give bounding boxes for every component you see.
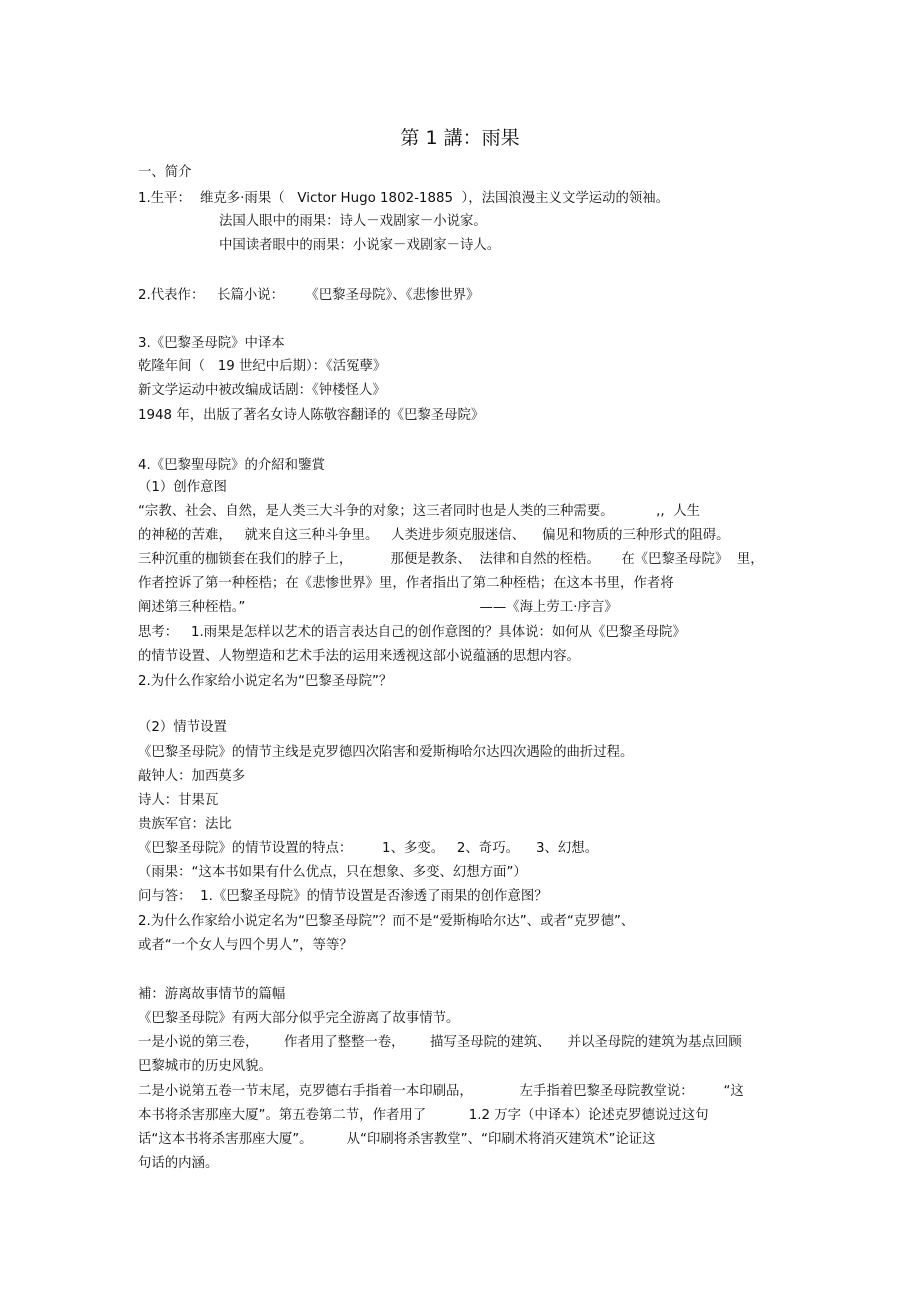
plot-line: 敲钟人：加西莫多 xyxy=(138,769,246,784)
chinese-view: 中国读者眼中的雨果：小说家－戏剧家－诗人。 xyxy=(219,238,501,253)
supplement-line: 二是小说第五卷一节末尾，克罗德右手指着一本印刷品， 左手指着巴黎圣母院教堂说： “这 xyxy=(138,1084,744,1099)
quote-line: 的神秘的苦难， 就来自这三种斗争里。 人类进步须克服迷信、 偏见和物质的三种形式的阻碍。 xyxy=(138,528,730,543)
french-view: 法国人眼中的雨果：诗人－戏剧家－小说家。 xyxy=(219,214,487,229)
representative-works: 2.代表作： 长篇小说： 《巴黎圣母院》、《悲惨世界》 xyxy=(138,288,480,303)
intro-heading: 一、简介 xyxy=(138,165,192,180)
subsection-creative-intent: （1）创作意图 xyxy=(138,480,227,495)
translation-1948: 1948 年，出版了著名女诗人陈敬容翻译的《巴黎圣母院》 xyxy=(138,408,485,423)
plot-line: （雨果：“这本书如果有什么优点，只在想象、多变、幻想方面”） xyxy=(138,865,527,880)
translation-new-lit: 新文学运动中被改编成话剧：《钟楼怪人》 xyxy=(138,383,386,398)
translations-heading: 3.《巴黎圣母院》中译本 xyxy=(138,336,285,351)
think-line: 的情节设置、人物塑造和艺术手法的运用来透视这部小说蕴涵的思想内容。 xyxy=(138,649,580,664)
plot-line: 2.为什么作家给小说定名为“巴黎圣母院”？而不是“爱斯梅哈尔达”、或者“克罗德”、 xyxy=(138,914,635,929)
supplement-line: 本书将杀害那座大厦”。第五卷第二节，作者用了 1.2 万字（中译本）论述克罗德说过这句 xyxy=(138,1108,709,1123)
plot-line: 《巴黎圣母院》的情节设置的特点： 1、多变。 2、奇巧。 3、幻想。 xyxy=(138,841,599,856)
plot-line: 贵族军官：法比 xyxy=(138,817,232,832)
quote-line: 三种沉重的枷锁套在我们的脖子上， 那便是教条、 法律和自然的桎梏。 在《巴黎圣母院》 里， xyxy=(138,552,764,567)
life-text: 维克多·雨果（ Victor Hugo 1802-1885 ），法国浪漫主义文学运动的领袖。 xyxy=(200,191,670,206)
translation-qianlong: 乾隆年间（ 19 世纪中后期）：《活冤孽》 xyxy=(138,359,387,374)
think-line: 2.为什么作家给小说定名为“巴黎圣母院”？ xyxy=(138,674,393,689)
plot-line: 问与答： 1.《巴黎圣母院》的情节设置是否渗透了雨果的创作意图？ xyxy=(138,889,548,904)
supplement-line: 一是小说的第三卷， 作者用了整整一卷， 描写圣母院的建筑、 并以圣母院的建筑为基点回顾 xyxy=(138,1035,742,1050)
supplement-line: 補：游离故事情节的篇幅 xyxy=(138,987,286,1002)
quote-line: “宗教、社会、自然，是人类三大斗争的对象；这三者同时也是人类的三种需要。 ,, 人生 xyxy=(138,504,700,519)
life-label: 1.生平： xyxy=(138,191,191,206)
supplement-line: 《巴黎圣母院》有两大部分似乎完全游离了故事情节。 xyxy=(138,1011,460,1026)
quote-line: 作者控诉了第一种桎梏；在《悲惨世界》里，作者指出了第二种桎梏；在这本书里，作者将 xyxy=(138,576,674,591)
plot-line: 《巴黎圣母院》的情节主线是克罗德四次陷害和爱斯梅哈尔达四次遇险的曲折过程。 xyxy=(138,745,634,760)
plot-line: 诗人：甘果瓦 xyxy=(138,793,219,808)
page-title: 第 1 講：雨果 xyxy=(400,127,520,149)
think-line: 思考： 1.雨果是怎样以艺术的语言表达自己的创作意图的？具体说：如何从《巴黎圣母院》 xyxy=(138,625,686,640)
quote-line: 阐述第三种桎梏。” ——《海上劳工·序言》 xyxy=(138,600,618,615)
supplement-line: 句话的内涵。 xyxy=(138,1156,219,1171)
subsection-plot: （2）情节设置 xyxy=(138,720,227,735)
supplement-line: 巴黎城市的历史风貌。 xyxy=(138,1059,272,1074)
section4-heading: 4.《巴黎聖母院》的介紹和鑒賞 xyxy=(138,458,325,473)
supplement-line: 话“这本书将杀害那座大厦”。 从“印刷将杀害教堂”、“印刷术将消灭建筑术”论证这 xyxy=(138,1132,656,1147)
plot-line: 或者“一个女人与四个男人”，等等？ xyxy=(138,938,353,953)
